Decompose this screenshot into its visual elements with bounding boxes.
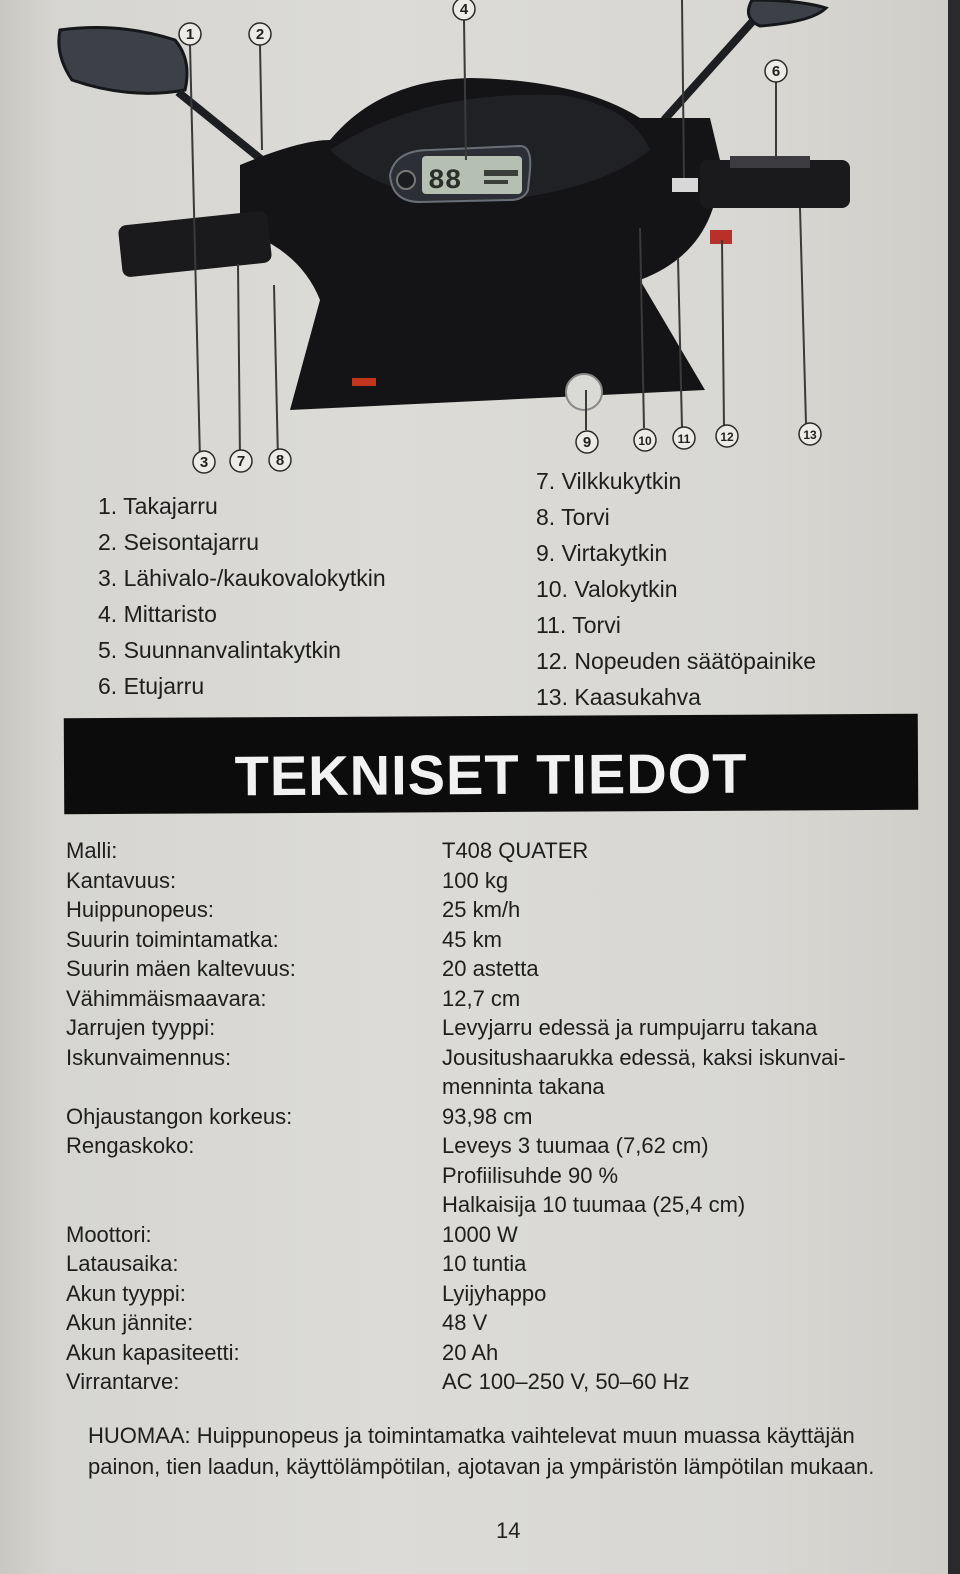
spec-row	[66, 1220, 926, 1250]
right-mirror	[748, 0, 826, 26]
spec-label: Suurin toimintamatka:	[66, 926, 279, 952]
spec-value-line: Halkaisija 10 tuumaa (25,4 cm)	[442, 1192, 746, 1217]
power-switch	[566, 374, 602, 410]
left-mirror	[59, 28, 187, 94]
spec-label: Rengaskoko:	[66, 1133, 195, 1158]
callout-label-9: 9	[582, 434, 592, 451]
spec-value	[442, 1131, 926, 1220]
spec-value-line: 12,7 cm	[442, 985, 521, 1011]
legend-item: 6. Etujarru	[98, 673, 205, 699]
spec-row	[66, 1338, 926, 1368]
spec-label: Latausaika:	[66, 1251, 179, 1276]
callout-label-10: 10	[638, 434, 652, 448]
spec-value	[442, 1279, 926, 1309]
callout-label-6: 6	[771, 63, 781, 80]
section-banner	[64, 714, 918, 814]
spec-row	[66, 1043, 926, 1102]
spec-row	[66, 1102, 926, 1132]
spec-row	[66, 1013, 926, 1043]
legend-item: 3. Lähivalo-/kaukovalokytkin	[98, 565, 386, 591]
spec-value	[442, 954, 926, 984]
callout-label-1: 1	[185, 26, 195, 43]
legend-item: 8. Torvi	[536, 504, 610, 530]
spec-table	[66, 836, 926, 1397]
section-title: TEKNISET TIEDOT	[234, 741, 748, 808]
spec-value	[442, 1367, 926, 1397]
spec-value	[442, 1308, 926, 1338]
spec-row	[66, 954, 926, 984]
spec-value-line: Profiilisuhde 90 %	[442, 1162, 619, 1188]
spec-value-line: 10 tuntia	[442, 1251, 527, 1276]
spec-value	[442, 1249, 926, 1279]
spec-label: Huippunopeus:	[66, 897, 215, 922]
spec-row	[66, 984, 926, 1014]
parts-legend-right	[536, 463, 816, 715]
legend-item: 13. Kaasukahva	[536, 684, 701, 710]
spec-value	[442, 1338, 926, 1368]
spec-value-line: 48 V	[442, 1310, 488, 1335]
callout-label-11: 11	[677, 432, 691, 446]
spec-value-line: T408 QUATER	[442, 838, 589, 863]
spec-value-line: Jousitushaarukka edessä, kaksi iskunvai-	[442, 1044, 846, 1070]
legend-item: 10. Valokytkin	[536, 576, 678, 602]
spec-value	[442, 836, 926, 866]
spec-value-line: 93,98 cm	[442, 1103, 533, 1129]
spec-value-line: 1000 W	[442, 1221, 518, 1247]
callout-label-4: 4	[459, 1, 469, 18]
spec-value-line: Leveys 3 tuumaa (7,62 cm)	[442, 1133, 709, 1158]
spec-row	[66, 1249, 926, 1279]
scooter-handlebar-figure	[0, 0, 948, 480]
spec-label: Jarrujen tyyppi:	[66, 1015, 216, 1040]
spec-value	[442, 1043, 926, 1102]
callout-label-2: 2	[255, 26, 265, 43]
spec-label: Akun jännite:	[66, 1310, 194, 1335]
spec-row	[66, 1367, 926, 1397]
legend-item: 9. Virtakytkin	[536, 540, 668, 566]
spec-value-line: AC 100–250 V, 50–60 Hz	[442, 1369, 690, 1394]
spec-label: Virrantarve:	[66, 1369, 180, 1394]
spec-row	[66, 1308, 926, 1338]
spec-value-line: menninta takana	[442, 1074, 605, 1099]
legend-item: 11. Torvi	[536, 612, 621, 638]
spec-value	[442, 895, 926, 925]
parts-legend-left	[98, 488, 386, 704]
spec-value	[442, 925, 926, 955]
spec-value-line: 20 Ah	[442, 1339, 499, 1365]
spec-value	[442, 1013, 926, 1043]
spec-row	[66, 836, 926, 866]
callout-label-3: 3	[199, 454, 209, 471]
spec-label: Iskunvaimennus:	[66, 1044, 232, 1070]
lcd-reading: 88	[428, 166, 462, 197]
callout-label-8: 8	[275, 452, 285, 469]
spec-value-line: 45 km	[442, 926, 502, 952]
spec-row	[66, 1279, 926, 1309]
legend-item: 7. Vilkkukytkin	[536, 468, 682, 494]
spec-value-line: 25 km/h	[442, 897, 521, 922]
spec-label: Akun kapasiteetti:	[66, 1339, 240, 1365]
spec-value-line: 20 astetta	[442, 956, 539, 981]
spec-row	[66, 1131, 926, 1220]
spec-row	[66, 866, 926, 896]
spec-label: Akun tyyppi:	[66, 1280, 186, 1306]
spec-label: Moottori:	[66, 1221, 152, 1247]
spec-value-line: Levyjarru edessä ja rumpujarru takana	[442, 1015, 818, 1040]
note-paragraph: HUOMAA: Huippunopeus ja toimintamatka vaihtelevat muun muassa käyttäjän painon, tien laadun, käyttölämpötilan, ajotavan ja ympäristön lämpötilan mukaan.	[88, 1423, 875, 1479]
legend-item: 4. Mittaristo	[98, 601, 217, 627]
spec-value	[442, 984, 926, 1014]
spec-row	[66, 895, 926, 925]
page-number: 14	[496, 1518, 521, 1543]
legend-item: 12. Nopeuden säätöpainike	[536, 648, 817, 674]
spec-value-line: 100 kg	[442, 867, 509, 893]
spec-label: Malli:	[66, 838, 118, 863]
legend-item: 1. Takajarru	[98, 493, 218, 519]
spec-label: Suurin mäen kaltevuus:	[66, 956, 296, 981]
spec-value-line: Lyijyhappo	[442, 1280, 547, 1306]
callout-label-7: 7	[236, 453, 246, 470]
callout-label-13: 13	[803, 428, 817, 442]
spec-row	[66, 925, 926, 955]
spec-value	[442, 1102, 926, 1132]
legend-item: 5. Suunnanvalintakytkin	[98, 637, 341, 663]
spec-label: Ohjaustangon korkeus:	[66, 1103, 293, 1129]
callout-label-12: 12	[720, 430, 734, 444]
spec-value	[442, 1220, 926, 1250]
spec-label: Vähimmäismaavara:	[66, 985, 267, 1011]
legend-item: 2. Seisontajarru	[98, 529, 260, 555]
spec-value	[442, 866, 926, 896]
spec-label: Kantavuus:	[66, 867, 177, 893]
